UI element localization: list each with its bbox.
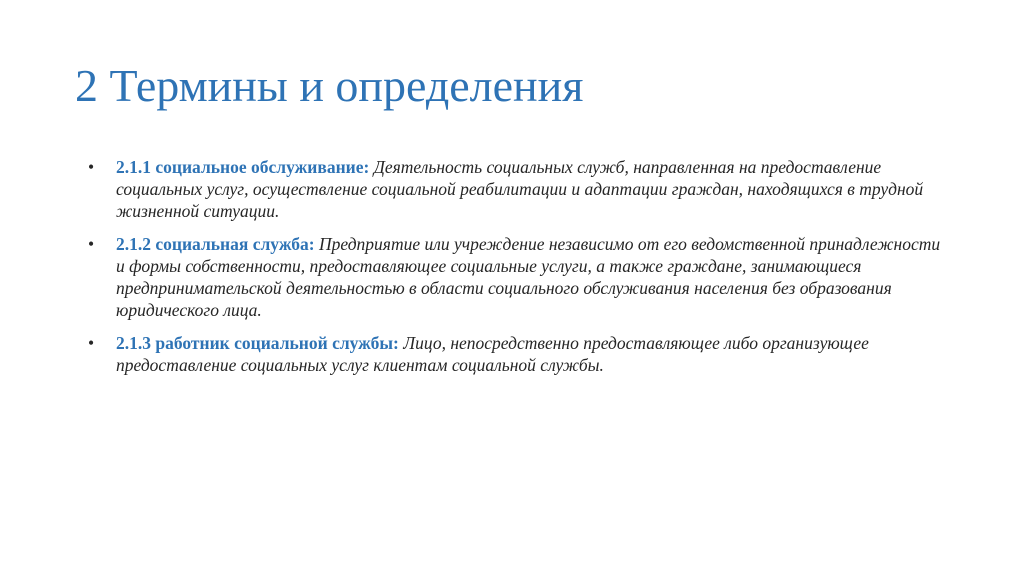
term-definition: Деятельность социальных служб, направленная на предоставление социальных услуг, осуществление социальной реабилитации и адаптации граждан, находящихся в трудной жизненной ситуации.	[116, 157, 924, 221]
slide-title: 2 Термины и определения	[75, 60, 584, 111]
term-list	[88, 156, 948, 387]
term-name: 2.1.2 социальная служба:	[116, 234, 315, 254]
term-item	[88, 233, 948, 321]
bullet-icon: •	[88, 333, 95, 353]
term-name: 2.1.3 работник социальной службы:	[116, 333, 399, 353]
term-item	[88, 156, 948, 222]
bullet-icon: •	[88, 234, 95, 254]
term-definition: Лицо, непосредственно предоставляющее либо организующее предоставление социальных услуг клиентам социальной службы.	[116, 333, 869, 375]
term-item	[88, 332, 948, 376]
bullet-icon: •	[88, 157, 95, 177]
term-definition: Предприятие или учреждение независимо от его ведомственной принадлежности и формы собственности, предоставляющее социальные услуги, а также граждане, занимающиеся предпринимательской деятельностью в области социального обслуживания населения без образования юридического лица.	[116, 234, 941, 320]
term-name: 2.1.1 социальное обслуживание:	[116, 157, 370, 177]
